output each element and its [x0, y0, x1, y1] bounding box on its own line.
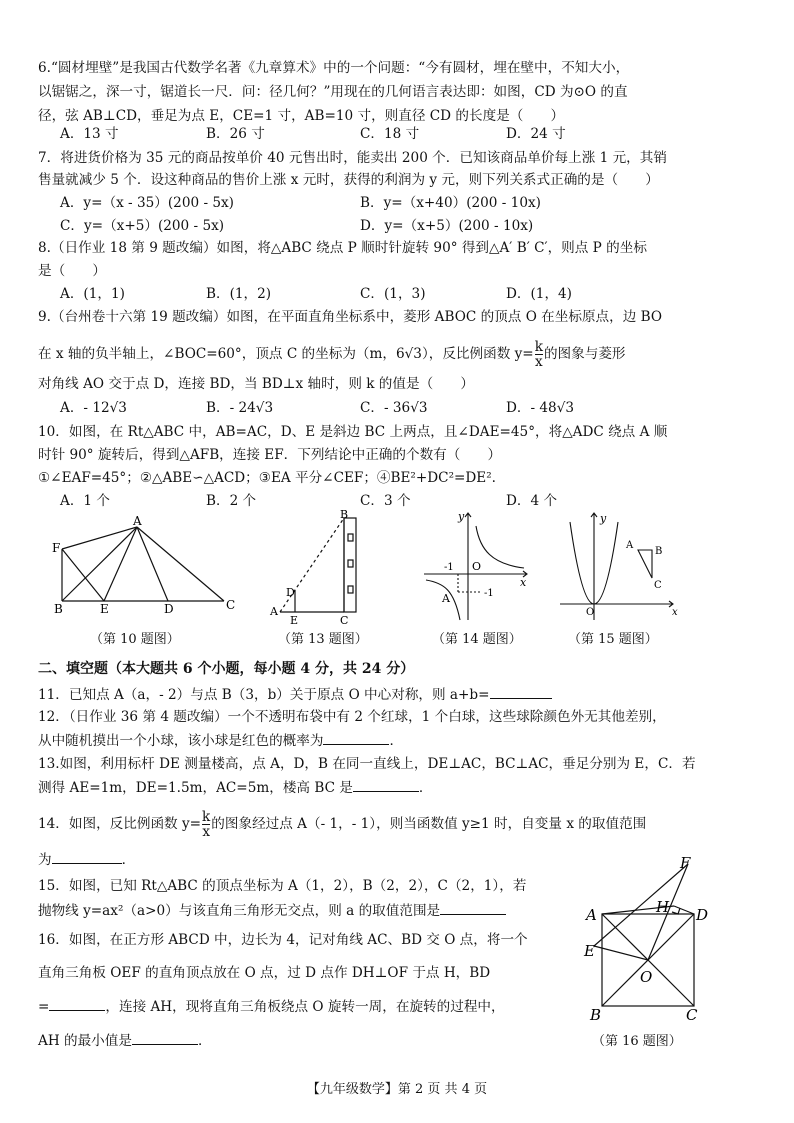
fig15-label-b: B: [655, 546, 663, 557]
fig15-triangle: [638, 550, 652, 578]
q14-text-line2: 为: [38, 852, 52, 868]
fig14-label-a: A: [442, 592, 450, 605]
q13-line1: 13.如图，利用标杆 DE 测量楼高，点 A，D，B 在同一直线上，DE⊥AC，BC⊥AC，垂足分别为 E，C．若: [38, 756, 696, 772]
q6-option-c: C．18 寸: [360, 126, 420, 142]
fig16-right-angle-h: [672, 908, 680, 914]
q10-line2: 时针 90° 旋转后，得到△AFB，连接 EF．下列结论中正确的个数有（ ）: [38, 447, 502, 463]
fig13-window-2: [348, 560, 353, 567]
q11-text: 11．已知点 A（a，- 2）与点 B（3，b）关于原点 O 中心对称，则 a+b=: [38, 687, 490, 703]
fig14-label-o: O: [472, 560, 482, 573]
q6-line1: 6.“圆材埋壁”是我国古代数学名著《九章算术》中的一个问题：“今有圆材，埋在壁中，不知大小，: [38, 60, 630, 76]
q6-option-a: A．13 寸: [60, 126, 119, 142]
page-footer: 【九年级数学】第 2 页 共 4 页: [306, 1082, 488, 1097]
q8-option-b: B．(1，2): [206, 286, 272, 302]
fig16-label-f: F: [680, 854, 691, 872]
q7-line1: 7．将进货价格为 35 元的商品按单价 40 元售出时，能卖出 200 个．已知该商品单价每上涨 1 元，其销: [38, 150, 667, 166]
q14-fraction-denominator: x: [202, 824, 210, 840]
q9-line2: [38, 340, 626, 369]
caption-fig16: （第 16 题图）: [592, 1034, 682, 1049]
fig13-window-1: [348, 534, 353, 541]
fig10-line-fe: [62, 549, 104, 601]
fig16-label-e: E: [584, 942, 595, 960]
fig13-building: [344, 518, 356, 612]
q16-line1: 16．如图，在正方形 ABCD 中，边长为 4，记对角线 AC、BD 交 O 点，将一个: [38, 932, 528, 948]
fig10-line-ac: [137, 527, 224, 601]
fig16-line-dh: [674, 906, 694, 914]
fig10-label-f: F: [52, 541, 61, 555]
q16-line3: [38, 996, 505, 1017]
fig14-curve-q1: [476, 526, 524, 568]
q12-line2: 从中随机摸出一个小球，该小球是红色的概率为 ．: [38, 730, 403, 751]
q10-option-b: B．2 个: [206, 493, 257, 509]
q14-line1: [38, 810, 646, 839]
figure-14: [420, 508, 532, 626]
q9-option-d: D．- 48√3: [506, 400, 575, 416]
fig14-label-neg1-y: -1: [484, 588, 494, 599]
q16-text-eq: =: [38, 999, 50, 1015]
q8-option-a: A．(1，1): [60, 286, 125, 302]
fig13-label-b: B: [340, 508, 349, 521]
q10-line1: 10．如图，在 Rt△ABC 中，AB=AC，D、E 是斜边 BC 上两点，且∠DAE=45°，将△ADC 绕点 A 顺: [38, 424, 668, 440]
fig15-label-c: C: [654, 580, 662, 591]
q6-option-b: B．26 寸: [206, 126, 265, 142]
q8-line2: 是（ ）: [38, 263, 106, 279]
q9-line2-start: 在 x 轴的负半轴上，∠BOC=60°，顶点 C 的坐标为（m，6√3），反比例函数 y=: [38, 346, 534, 362]
fig10-line-ae: [104, 527, 137, 601]
q12-text: 从中随机摸出一个小球，该小球是红色的概率为: [38, 733, 324, 749]
fig15-label-y: y: [600, 512, 607, 525]
q7-option-c: C．y=（x+5）(200 - 5x): [60, 218, 225, 234]
q7-option-b: B．y=（x+40）(200 - 10x): [360, 195, 541, 211]
fig15-label-x: x: [672, 607, 678, 618]
q13-text: 测得 AE=1m，DE=1.5m，AC=5m，楼高 BC 是: [38, 780, 353, 796]
fig10-label-c: C: [226, 598, 236, 612]
q14-fraction: [202, 810, 210, 839]
fig13-label-a: A: [270, 605, 278, 618]
q15-answer-blank[interactable]: [440, 900, 506, 915]
fig16-label-b: B: [590, 1006, 602, 1024]
q6-line2: 以锯锯之，深一寸，锯道长一尺．问：径几何？”用现在的几何语言表达即：如图，CD 为⊙O 的直: [38, 84, 628, 100]
q7-line2: 售量就减少 5 个．设这种商品的售价上涨 x 元时，获得的利润为 y 元，则下列关系式正确的是（ ）: [38, 172, 659, 188]
fig14-label-x: x: [520, 576, 527, 589]
q10-option-c: C．3 个: [360, 493, 411, 509]
q11-answer-blank[interactable]: [490, 684, 552, 699]
q9-line3: 对角线 AO 交于点 D，连接 BD，当 BD⊥x 轴时，则 k 的值是（ ）: [38, 376, 474, 392]
q6-line3: 径，弦 AB⊥CD，垂足为点 E，CE=1 寸，AB=10 寸，则直径 CD 的长度是（ ）: [38, 108, 565, 124]
fig16-label-a: A: [586, 906, 597, 924]
figure-13: [268, 508, 368, 626]
fig13-label-e: E: [290, 614, 299, 626]
q15-line2: [38, 900, 506, 921]
caption-fig10: （第 10 题图）: [90, 632, 180, 647]
fig15-label-a: A: [626, 540, 634, 551]
fig10-line-ad: [137, 527, 168, 601]
q6-option-d: D．24 寸: [506, 126, 566, 142]
q11-line: [38, 684, 552, 705]
q9-fraction: [535, 340, 543, 369]
q15-line1: 15．如图，已知 Rt△ABC 的顶点坐标为 A（1，2），B（2，2），C（2，1），若: [38, 878, 527, 894]
q9-option-a: A．- 12√3: [60, 400, 127, 416]
q7-option-d: D．y=（x+5）(200 - 10x): [360, 218, 534, 234]
q8-option-d: D．(1，4): [506, 286, 572, 302]
q16-ah-answer-blank[interactable]: [132, 1030, 198, 1045]
q16-line2: 直角三角板 OEF 的直角顶点放在 O 点，过 D 点作 DH⊥OF 于点 H，BD: [38, 965, 491, 981]
figure-16: [582, 852, 722, 1024]
caption-fig14: （第 14 题图）: [432, 632, 522, 647]
q13-line2: 测得 AE=1m，DE=1.5m，AC=5m，楼高 BC 是 ．: [38, 777, 433, 798]
q12-line1: 12．（日作业 36 第 4 题改编）一个不透明布袋中有 2 个红球，1 个白球，这些球除颜色外无其他差别，: [38, 709, 666, 725]
fig10-label-d: D: [164, 602, 174, 615]
figure-10: [52, 515, 242, 615]
q9-fraction-denominator: x: [534, 354, 543, 370]
q9-option-c: C．- 36√3: [360, 400, 428, 416]
q10-option-d: D．4 个: [506, 493, 558, 509]
fig10-label-a: A: [133, 515, 142, 528]
q12-answer-blank[interactable]: [323, 730, 389, 745]
fig13-label-d: D: [286, 586, 295, 599]
q15-text: 抛物线 y=ax²（a>0）与该直角三角形无交点，则 a 的取值范围是: [38, 903, 441, 919]
q9-fraction-numerator: k: [534, 339, 543, 355]
q7-option-a: A．y=（x - 35）(200 - 5x): [60, 195, 234, 211]
caption-fig15: （第 15 题图）: [568, 632, 658, 647]
fig13-window-3: [348, 586, 353, 593]
section-fill-blank-title: 二、填空题（本大题共 6 个小题，每小题 4 分，共 24 分）: [38, 661, 415, 677]
q9-option-b: B．- 24√3: [206, 400, 274, 416]
fig14-label-y: y: [458, 510, 465, 523]
fig16-label-c: C: [686, 1006, 698, 1024]
q16-text-line3: ，连接 AH，现将直角三角板绕点 O 旋转一周，在旋转的过程中，: [105, 999, 505, 1015]
caption-fig13: （第 13 题图）: [278, 632, 368, 647]
q16-bd-answer-blank[interactable]: [49, 996, 105, 1011]
q14-text-end: 的图象经过点 A（- 1，- 1），则当函数值 y≥1 时，自变量 x 的取值范围: [211, 816, 647, 832]
q14-fraction-numerator: k: [202, 809, 211, 825]
q16-line4: AH 的最小值是 ．: [38, 1030, 212, 1051]
fig15-label-o: O: [586, 607, 595, 618]
fig10-label-b: B: [54, 602, 63, 615]
fig16-label-h: H: [656, 898, 670, 916]
q14-answer-blank[interactable]: [52, 849, 122, 864]
q9-line1: 9.（台州卷十六第 19 题改编）如图，在平面直角坐标系中，菱形 ABOC 的顶点 O 在坐标原点，边 BO: [38, 309, 663, 325]
fig10-label-e: E: [100, 602, 109, 615]
fig14-label-neg1-x: -1: [444, 562, 454, 573]
fig16-label-o: O: [640, 968, 653, 986]
q16-text-line4: AH 的最小值是: [38, 1033, 132, 1049]
q14-line2: 为 ．: [38, 849, 135, 870]
q8-line1: 8.（日作业 18 第 9 题改编）如图，将△ABC 绕点 P 顺时针旋转 90° 得到△A′ B′ C′，则点 P 的坐标: [38, 240, 647, 256]
q13-answer-blank[interactable]: [353, 777, 419, 792]
fig13-label-c: C: [340, 614, 349, 626]
q14-text-start: 14．如图，反比例函数 y=: [38, 816, 202, 832]
q10-line3: ①∠EAF=45°；②△ABE∽△ACD；③EA 平分∠CEF；④BE²+DC²=DE².: [38, 470, 497, 486]
fig16-label-d: D: [696, 906, 709, 924]
figure-15: [556, 508, 680, 626]
q10-option-a: A．1 个: [60, 493, 110, 509]
q8-option-c: C．(1，3): [360, 286, 426, 302]
q9-line2-end: 的图象与菱形: [543, 346, 626, 362]
